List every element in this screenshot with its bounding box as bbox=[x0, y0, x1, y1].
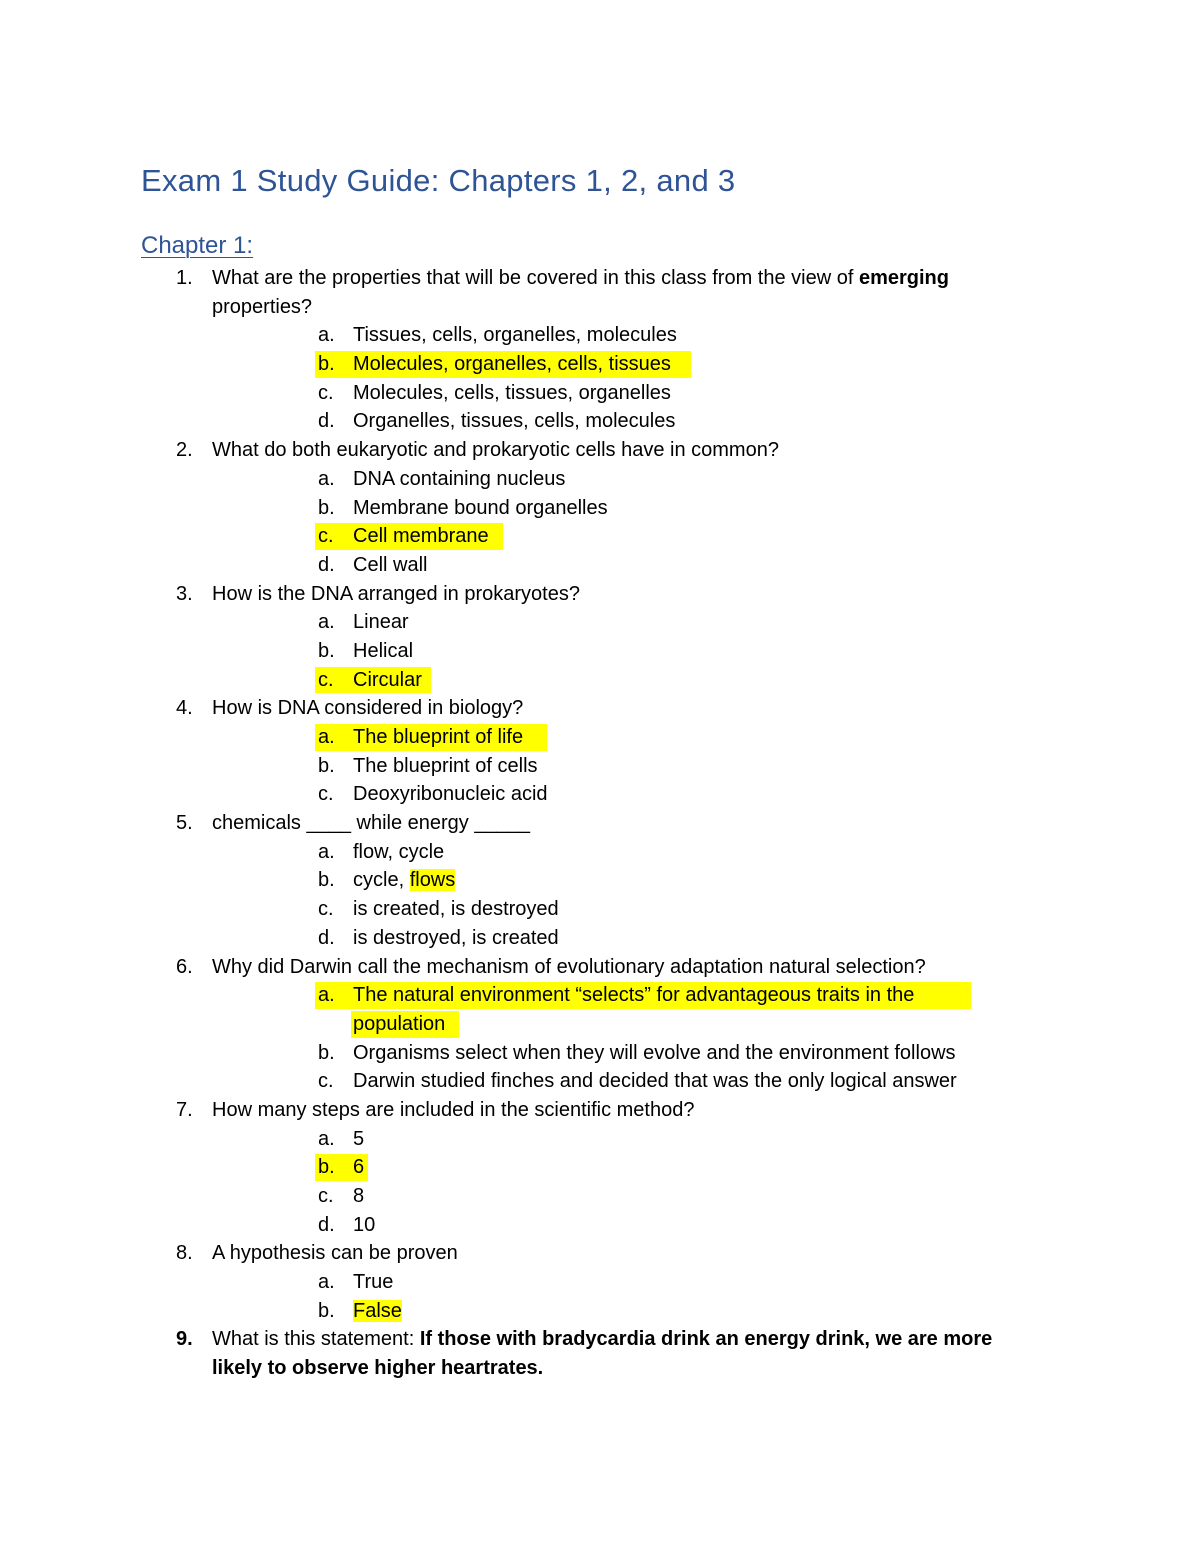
chapter-heading: Chapter 1: bbox=[141, 232, 254, 259]
answer-letter: b. bbox=[318, 496, 335, 519]
answer-2a bbox=[0, 465, 1200, 494]
answer-7b-correct bbox=[0, 1153, 1200, 1182]
answer-text: Molecules, organelles, cells, tissues bbox=[353, 353, 671, 376]
question-number: 1. bbox=[176, 267, 193, 289]
answer-1c bbox=[0, 379, 1200, 408]
question-number: 4. bbox=[176, 697, 193, 720]
answer-letter: d. bbox=[318, 1213, 335, 1236]
question-text: What is this statement: If those with bradycardia drink an energy drink, we are more bbox=[212, 1328, 993, 1351]
answer-text: Helical bbox=[353, 639, 414, 662]
answer-letter: c. bbox=[318, 1185, 334, 1207]
answer-text: Organelles, tissues, cells, molecules bbox=[353, 410, 676, 433]
answer-letter: a. bbox=[318, 611, 335, 634]
answer-letter: c. bbox=[318, 381, 334, 404]
answer-text: True bbox=[353, 1271, 394, 1294]
question-text: Why did Darwin call the mechanism of evolutionary adaptation natural selection? bbox=[212, 955, 926, 978]
question-text: likely to observe higher heartrates. bbox=[212, 1357, 544, 1380]
answer-text: Darwin studied finches and decided that was the only logical answer bbox=[353, 1070, 957, 1093]
answer-text: flow, cycle bbox=[353, 840, 445, 863]
answer-text: 10 bbox=[353, 1213, 376, 1236]
question-6 bbox=[0, 953, 1200, 982]
answer-letter: b. bbox=[318, 754, 335, 777]
answer-1d bbox=[0, 407, 1200, 436]
answer-letter: a. bbox=[318, 984, 335, 1007]
question-1-continued bbox=[0, 293, 1200, 322]
answer-8b bbox=[0, 1297, 1200, 1326]
answer-letter: d. bbox=[318, 553, 335, 576]
answer-6c bbox=[0, 1067, 1200, 1096]
answer-text: The blueprint of cells bbox=[353, 754, 538, 777]
question-text: How many steps are included in the scientific method? bbox=[212, 1098, 695, 1121]
answer-letter: d. bbox=[318, 926, 335, 949]
question-number: 5. bbox=[176, 812, 193, 835]
answer-text: is created, is destroyed bbox=[353, 898, 559, 921]
answer-text: Organisms select when they will evolve and the environment follows bbox=[353, 1041, 956, 1064]
answer-4a-correct bbox=[0, 723, 1200, 752]
answer-3b bbox=[0, 637, 1200, 666]
answer-letter: c. bbox=[318, 525, 334, 548]
answer-6a-correct bbox=[0, 981, 1200, 1010]
answer-5b bbox=[0, 866, 1200, 895]
answer-8a bbox=[0, 1268, 1200, 1297]
answer-2c-correct bbox=[0, 522, 1200, 551]
answer-text: Circular bbox=[353, 668, 422, 691]
answer-7a bbox=[0, 1125, 1200, 1154]
answer-text: Deoxyribonucleic acid bbox=[353, 783, 548, 806]
answer-letter: a. bbox=[318, 1127, 335, 1150]
answer-letter: b. bbox=[318, 1299, 335, 1322]
answer-1b-correct bbox=[0, 350, 1200, 379]
question-5 bbox=[0, 809, 1200, 838]
question-text: What are the properties that will be covered in this class from the view of emerging bbox=[212, 267, 949, 289]
answer-letter: b. bbox=[318, 353, 335, 376]
answer-text: Molecules, cells, tissues, organelles bbox=[353, 381, 671, 404]
answer-text: Tissues, cells, organelles, molecules bbox=[353, 324, 677, 347]
answer-6a-continued bbox=[0, 1010, 1200, 1039]
answer-5a bbox=[0, 838, 1200, 867]
question-2 bbox=[0, 436, 1200, 465]
answer-text: cycle, flows bbox=[353, 869, 456, 892]
answer-letter: a. bbox=[318, 1271, 335, 1294]
answer-7d bbox=[0, 1211, 1200, 1240]
question-number: 9. bbox=[176, 1328, 193, 1351]
question-text: How is the DNA arranged in prokaryotes? bbox=[212, 582, 580, 605]
answer-2d bbox=[0, 551, 1200, 580]
question-text: properties? bbox=[212, 295, 313, 318]
answer-4b bbox=[0, 752, 1200, 781]
answer-7c bbox=[0, 1182, 1200, 1211]
question-text: A hypothesis can be proven bbox=[212, 1242, 458, 1265]
answer-text: The natural environment “selects” for advantageous traits in the bbox=[353, 984, 915, 1007]
answer-highlight: False bbox=[353, 1299, 402, 1322]
question-number: 6. bbox=[176, 955, 193, 978]
answer-letter: b. bbox=[318, 869, 335, 892]
answer-letter: b. bbox=[318, 1156, 335, 1179]
question-number: 8. bbox=[176, 1242, 193, 1265]
answer-text bbox=[353, 1297, 402, 1326]
page-title: Exam 1 Study Guide: Chapters 1, 2, and 3 bbox=[141, 163, 736, 198]
answer-text: 6 bbox=[353, 1156, 365, 1179]
answer-letter: c. bbox=[318, 898, 334, 921]
answer-text: 5 bbox=[353, 1127, 365, 1150]
answer-text: is destroyed, is created bbox=[353, 926, 559, 949]
answer-5c bbox=[0, 895, 1200, 924]
question-9 bbox=[0, 1325, 1200, 1354]
answer-text: population bbox=[353, 1012, 446, 1035]
answer-highlight: flows bbox=[409, 869, 456, 892]
question-9-continued bbox=[0, 1354, 1200, 1383]
question-text: How is DNA considered in biology? bbox=[212, 697, 524, 720]
answer-letter: a. bbox=[318, 840, 335, 863]
answer-text: Cell membrane bbox=[353, 525, 489, 548]
question-text: chemicals ____ while energy _____ bbox=[212, 812, 530, 835]
answer-letter: a. bbox=[318, 324, 335, 347]
answer-3c-correct bbox=[0, 666, 1200, 695]
question-4 bbox=[0, 694, 1200, 723]
answer-letter: b. bbox=[318, 1041, 335, 1064]
answer-text: The blueprint of life bbox=[353, 726, 524, 748]
answer-letter: b. bbox=[318, 639, 335, 662]
question-list bbox=[0, 264, 1200, 1383]
answer-letter: c. bbox=[318, 668, 334, 691]
question-number: 3. bbox=[176, 582, 193, 605]
answer-text: 8 bbox=[353, 1185, 365, 1207]
answer-text: DNA containing nucleus bbox=[353, 467, 566, 490]
question-text: What do both eukaryotic and prokaryotic cells have in common? bbox=[212, 439, 779, 462]
answer-text: Cell wall bbox=[353, 553, 428, 576]
question-number: 7. bbox=[176, 1098, 193, 1121]
answer-text: Linear bbox=[353, 611, 409, 634]
answer-letter: a. bbox=[318, 726, 335, 748]
question-8 bbox=[0, 1239, 1200, 1268]
answer-letter: c. bbox=[318, 783, 334, 806]
answer-letter: d. bbox=[318, 410, 335, 433]
answer-2b bbox=[0, 494, 1200, 523]
answer-4c bbox=[0, 780, 1200, 809]
answer-text: Membrane bound organelles bbox=[353, 496, 608, 519]
question-7 bbox=[0, 1096, 1200, 1125]
question-number: 2. bbox=[176, 439, 193, 462]
answer-letter: a. bbox=[318, 467, 335, 490]
answer-1a bbox=[0, 321, 1200, 350]
answer-letter: c. bbox=[318, 1070, 334, 1093]
answer-3a bbox=[0, 608, 1200, 637]
question-1 bbox=[0, 264, 1200, 293]
question-3 bbox=[0, 580, 1200, 609]
answer-5d bbox=[0, 924, 1200, 953]
answer-6b bbox=[0, 1039, 1200, 1068]
